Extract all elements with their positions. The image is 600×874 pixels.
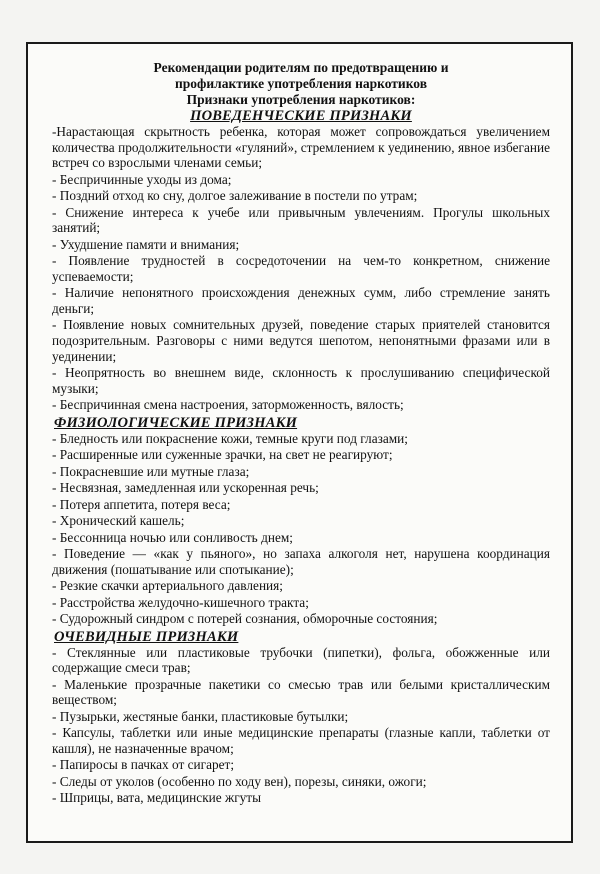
list-item: - Расстройства желудочно-кишечного тракта;	[52, 594, 309, 610]
list-item: - Папиросы в пачках от сигарет;	[52, 757, 235, 773]
document-subtitle: Признаки употребления наркотиков:	[186, 92, 416, 107]
list-item: - Беспричинная смена настроения, заторможенность, вялость;	[52, 397, 404, 413]
list-item: - Покрасневшие или мутные глаза;	[52, 463, 250, 479]
list-item: - Маленькие прозрачные пакетики со смесью трав или белыми кристаллическим веществом;	[52, 676, 550, 708]
list-item: - Потеря аппетита, потеря веса;	[52, 496, 231, 512]
document-title-line-1: Рекомендации родителям по предотвращению и	[153, 60, 449, 75]
list-item: - Снижение интереса к учебе или привычным увлечениям. Прогулы школьных занятий;	[52, 204, 550, 236]
list-item: - Судорожный синдром с потерей сознания, обморочные состояния;	[52, 611, 438, 627]
document-title-line-2: профилактике употребления наркотиков	[174, 76, 427, 91]
list-item: - Появление новых сомнительных друзей, поведение старых приятелей становится подозрительным. Разговоры с ними ведутся шепотом, непонятными фразами или в уединении;	[52, 317, 550, 364]
list-item: - Наличие непонятного происхождения денежных сумм, либо стремление занять деньги;	[52, 285, 550, 316]
list-item: - Шприцы, вата, медицинские жгуты	[52, 790, 262, 806]
list-item: - Ухудшение памяти и внимания;	[52, 236, 240, 252]
list-item: - Пузырьки, жестяные банки, пластиковые бутылки;	[52, 708, 349, 724]
obvious-signs-list	[52, 645, 550, 806]
section-heading-behavioral: ПОВЕДЕНЧЕСКИЕ ПРИЗНАКИ	[190, 108, 412, 124]
list-item: - Поведение — «как у пьяного», но запаха алкоголя нет, нарушена координация движения (пошатывание или спотыкание);	[52, 546, 550, 577]
list-item: - Беспричинные уходы из дома;	[52, 171, 232, 187]
list-item: - Несвязная, замедленная или ускоренная речь;	[52, 480, 319, 496]
list-item: - Стеклянные или пластиковые трубочки (пипетки), фольга, обожженные или содержащие смеси трав;	[52, 644, 550, 676]
list-item: - Расширенные или суженные зрачки, на свет не реагируют;	[52, 447, 393, 463]
list-item: - Резкие скачки артериального давления;	[52, 578, 283, 594]
list-item: - Хронический кашель;	[52, 513, 185, 529]
behavioral-signs-list	[52, 124, 550, 413]
list-item: - Бледность или покраснение кожи, темные круги под глазами;	[52, 430, 408, 446]
list-item: - Капсулы, таблетки или иные медицинские препараты (глазные капли, таблетки от кашля), не назначенные врачом;	[52, 725, 550, 756]
list-item: - Неопрятность во внешнем виде, склонность к прослушиванию специфической музыки;	[52, 365, 550, 396]
section-heading-obvious: ОЧЕВИДНЫЕ ПРИЗНАКИ	[54, 628, 239, 645]
list-item: -Нарастающая скрытность ребенка, которая может сопровождаться увеличением количества продолжительности «гуляний», стремлением к уединению, явное избегание встреч со взрослыми членами семьи;	[52, 124, 550, 171]
list-item: - Поздний отход ко сну, долгое залеживание в постели по утрам;	[52, 188, 418, 204]
list-item: - Следы от уколов (особенно по ходу вен), порезы, синяки, ожоги;	[52, 773, 427, 789]
list-item: - Появление трудностей в сосредоточении на чем-то конкретном, снижение успеваемости;	[52, 253, 550, 284]
document-content	[52, 60, 550, 807]
physiological-signs-list	[52, 431, 550, 627]
list-item: - Бессонница ночью или сонливость днем;	[52, 529, 293, 545]
section-heading-physiological: ФИЗИОЛОГИЧЕСКИЕ ПРИЗНАКИ	[54, 414, 298, 431]
